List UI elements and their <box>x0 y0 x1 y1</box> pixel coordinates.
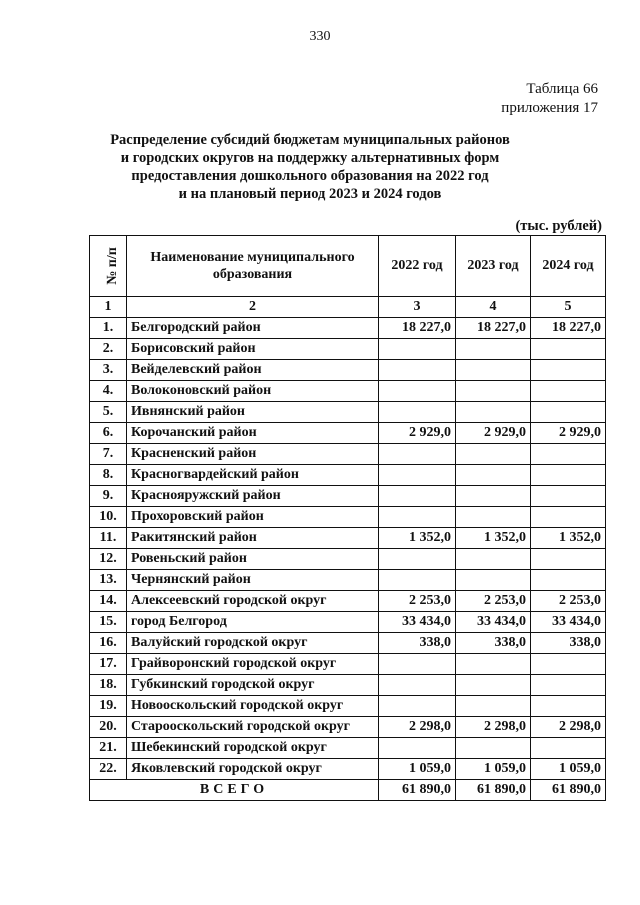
table-reference <box>501 80 598 118</box>
units-label: (тыс. рублей) <box>515 218 602 234</box>
municipality-name: Белгородский район <box>127 318 379 339</box>
value-2023 <box>456 486 531 507</box>
value-2022 <box>379 507 456 528</box>
table-row <box>90 402 606 423</box>
table-row <box>90 633 606 654</box>
value-2023 <box>456 570 531 591</box>
column-index: 5 <box>531 297 606 318</box>
title-line: и городских округов на поддержку альтернативных форм <box>120 150 500 166</box>
value-2022 <box>379 402 456 423</box>
row-number: 20. <box>90 717 127 738</box>
value-2023 <box>456 402 531 423</box>
page-number: 330 <box>309 29 331 44</box>
total-2022: 61 890,0 <box>379 780 456 801</box>
row-number: 11. <box>90 528 127 549</box>
municipality-name: Прохоровский район <box>127 507 379 528</box>
table-row <box>90 675 606 696</box>
row-number: 2. <box>90 339 127 360</box>
municipality-name: город Белгород <box>127 612 379 633</box>
value-2022: 33 434,0 <box>379 612 456 633</box>
municipality-name: Яковлевский городской округ <box>127 759 379 780</box>
value-2023 <box>456 738 531 759</box>
table-row <box>90 570 606 591</box>
value-2022 <box>379 339 456 360</box>
value-2024: 2 929,0 <box>531 423 606 444</box>
value-2022: 2 298,0 <box>379 717 456 738</box>
column-index: 2 <box>127 297 379 318</box>
table-row <box>90 507 606 528</box>
document-title <box>100 131 520 203</box>
table-row <box>90 654 606 675</box>
table-row <box>90 612 606 633</box>
total-row <box>90 780 606 801</box>
municipality-name: Борисовский район <box>127 339 379 360</box>
value-2023 <box>456 444 531 465</box>
value-2024: 2 298,0 <box>531 717 606 738</box>
value-2022: 338,0 <box>379 633 456 654</box>
value-2024 <box>531 675 606 696</box>
value-2023: 2 929,0 <box>456 423 531 444</box>
value-2022 <box>379 381 456 402</box>
value-2024 <box>531 696 606 717</box>
value-2024 <box>531 465 606 486</box>
column-index: 4 <box>456 297 531 318</box>
table-row <box>90 423 606 444</box>
value-2024 <box>531 507 606 528</box>
row-number: 10. <box>90 507 127 528</box>
row-number: 18. <box>90 675 127 696</box>
value-2024 <box>531 570 606 591</box>
table-row <box>90 528 606 549</box>
row-number: 4. <box>90 381 127 402</box>
municipality-name: Краснояружский район <box>127 486 379 507</box>
column-index-row <box>90 297 606 318</box>
row-number: 5. <box>90 402 127 423</box>
value-2024: 338,0 <box>531 633 606 654</box>
appendix-reference: приложения 17 <box>501 100 598 116</box>
total-label: ВСЕГО <box>90 780 379 801</box>
value-2023 <box>456 675 531 696</box>
value-2023: 2 253,0 <box>456 591 531 612</box>
row-number: 15. <box>90 612 127 633</box>
row-number: 19. <box>90 696 127 717</box>
column-header-2024: 2024 год <box>531 236 606 297</box>
value-2024 <box>531 738 606 759</box>
municipality-name: Красненский район <box>127 444 379 465</box>
value-2022 <box>379 654 456 675</box>
table-row <box>90 738 606 759</box>
municipality-name: Ивнянский район <box>127 402 379 423</box>
table-row <box>90 381 606 402</box>
table-row <box>90 717 606 738</box>
row-number: 1. <box>90 318 127 339</box>
value-2023: 338,0 <box>456 633 531 654</box>
total-2023: 61 890,0 <box>456 780 531 801</box>
value-2023 <box>456 360 531 381</box>
value-2023 <box>456 339 531 360</box>
value-2024 <box>531 402 606 423</box>
value-2023: 33 434,0 <box>456 612 531 633</box>
municipality-name: Волоконовский район <box>127 381 379 402</box>
table-header-row <box>90 236 606 297</box>
table-row <box>90 339 606 360</box>
value-2023: 1 059,0 <box>456 759 531 780</box>
column-header-number: № п/п <box>90 236 127 297</box>
value-2024 <box>531 381 606 402</box>
row-number: 6. <box>90 423 127 444</box>
municipality-name: Валуйский городской округ <box>127 633 379 654</box>
municipality-name: Чернянский район <box>127 570 379 591</box>
row-number: 9. <box>90 486 127 507</box>
value-2024: 1 352,0 <box>531 528 606 549</box>
value-2024 <box>531 654 606 675</box>
value-2024: 18 227,0 <box>531 318 606 339</box>
row-number: 21. <box>90 738 127 759</box>
value-2024: 33 434,0 <box>531 612 606 633</box>
value-2023 <box>456 549 531 570</box>
value-2024 <box>531 549 606 570</box>
table-row <box>90 759 606 780</box>
table-row <box>90 591 606 612</box>
municipality-name: Ракитянский район <box>127 528 379 549</box>
value-2022 <box>379 675 456 696</box>
value-2023: 1 352,0 <box>456 528 531 549</box>
row-number: 12. <box>90 549 127 570</box>
value-2023 <box>456 654 531 675</box>
value-2022 <box>379 696 456 717</box>
title-line: и на плановый период 2023 и 2024 годов <box>178 186 442 202</box>
value-2023 <box>456 696 531 717</box>
table-row <box>90 696 606 717</box>
row-number: 16. <box>90 633 127 654</box>
row-number: 3. <box>90 360 127 381</box>
row-number: 8. <box>90 465 127 486</box>
value-2022 <box>379 360 456 381</box>
column-index: 3 <box>379 297 456 318</box>
column-header-2023: 2023 год <box>456 236 531 297</box>
value-2023 <box>456 465 531 486</box>
municipality-name: Вейделевский район <box>127 360 379 381</box>
table-row <box>90 486 606 507</box>
table-row <box>90 549 606 570</box>
row-number: 14. <box>90 591 127 612</box>
value-2022 <box>379 486 456 507</box>
table-body <box>90 318 606 801</box>
value-2022: 1 059,0 <box>379 759 456 780</box>
value-2024: 1 059,0 <box>531 759 606 780</box>
value-2023 <box>456 507 531 528</box>
municipality-name: Грайворонский городской округ <box>127 654 379 675</box>
value-2022 <box>379 570 456 591</box>
value-2022: 2 929,0 <box>379 423 456 444</box>
value-2022 <box>379 465 456 486</box>
title-line: предоставления дошкольного образования на 2022 год <box>131 168 489 184</box>
value-2024 <box>531 486 606 507</box>
row-number: 22. <box>90 759 127 780</box>
value-2024 <box>531 444 606 465</box>
municipality-name: Корочанский район <box>127 423 379 444</box>
subsidies-table <box>89 235 606 801</box>
table-row <box>90 444 606 465</box>
municipality-name: Красногвардейский район <box>127 465 379 486</box>
value-2022 <box>379 738 456 759</box>
value-2022: 2 253,0 <box>379 591 456 612</box>
municipality-name: Шебекинский городской округ <box>127 738 379 759</box>
row-number: 17. <box>90 654 127 675</box>
table-number: Таблица 66 <box>526 81 598 97</box>
column-header-name: Наименование муниципального образования <box>127 236 379 297</box>
total-2024: 61 890,0 <box>531 780 606 801</box>
value-2023 <box>456 381 531 402</box>
value-2022: 1 352,0 <box>379 528 456 549</box>
value-2024 <box>531 360 606 381</box>
municipality-name: Алексеевский городской округ <box>127 591 379 612</box>
value-2024 <box>531 339 606 360</box>
value-2023: 2 298,0 <box>456 717 531 738</box>
table-row <box>90 360 606 381</box>
row-number: 13. <box>90 570 127 591</box>
municipality-name: Новооскольский городской округ <box>127 696 379 717</box>
value-2023: 18 227,0 <box>456 318 531 339</box>
table-row <box>90 465 606 486</box>
table-row <box>90 318 606 339</box>
title-line: Распределение субсидий бюджетам муниципальных районов <box>110 132 510 148</box>
value-2022 <box>379 549 456 570</box>
value-2022 <box>379 444 456 465</box>
municipality-name: Старооскольский городской округ <box>127 717 379 738</box>
row-number: 7. <box>90 444 127 465</box>
value-2022: 18 227,0 <box>379 318 456 339</box>
column-index: 1 <box>90 297 127 318</box>
municipality-name: Губкинский городской округ <box>127 675 379 696</box>
municipality-name: Ровеньский район <box>127 549 379 570</box>
column-header-2022: 2022 год <box>379 236 456 297</box>
value-2024: 2 253,0 <box>531 591 606 612</box>
